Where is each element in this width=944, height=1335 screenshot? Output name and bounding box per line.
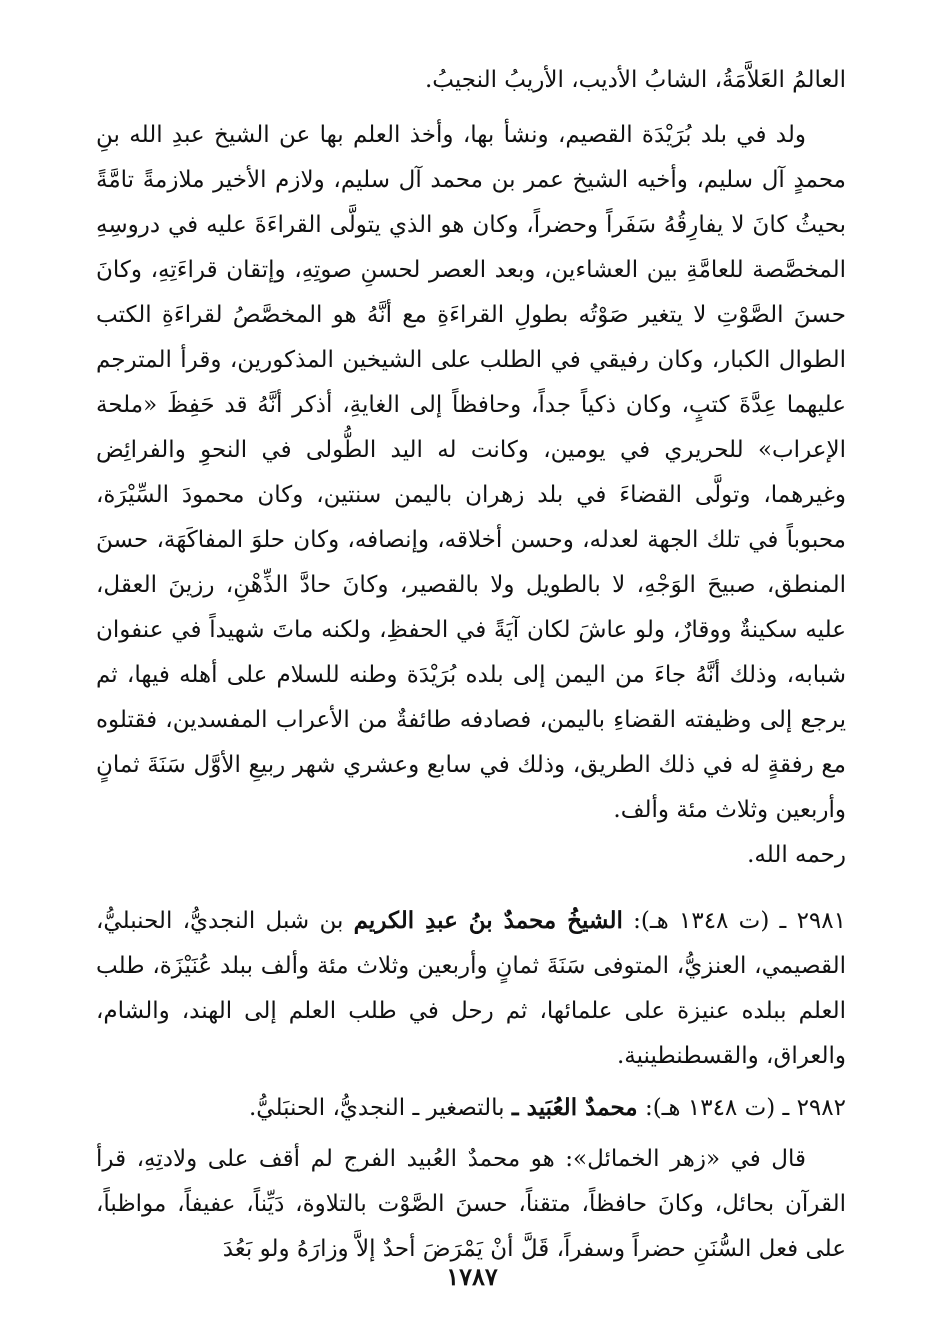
entry-2981 [96, 898, 846, 1079]
intro-line: العالمُ العَلاَّمَةُ، الشابُ الأديب، الأريبُ النجيبُ. [424, 67, 846, 93]
entry-2981-name: الشيخُ محمدٌ بنُ عبدِ الكريم [353, 907, 623, 934]
entry-2982-body: قال في «زهر الخمائل»: هو محمدٌ العُبيد الفرج لم أقف على ولادتِهِ، قرأ القرآن بحائل، وكانَ حافظاً، متقناً، حسنَ الصَّوْت بالتلاوة، دَيِّناً، عفيفاً، مواظباً، على فعل السُّنَنِ حضراً وسفراً، قَلَّ أنْ يَمْرَضَ أحدٌ إلاَّ وزارَهُ ولو بَعُدَ [96, 1146, 846, 1262]
page-body [96, 58, 846, 1272]
biography-closing: رحمه الله. [747, 842, 846, 868]
entry-2982 [96, 1085, 846, 1131]
entry-2982-text: بالتصغير ـ النجديُّ، الحنبَليُّ. [248, 1095, 512, 1121]
entry-2981-text: بن شبل النجديُّ، الحنبليُّ، القصيمي، العنزيُّ، المتوفى سَنَةَ ثمانٍ وأربعين وثلاث مئة وألف ببلد عُنَيْزَة، طلب العلم ببلده عنيزة على علمائها، ثم رحل في طلب العلم إلى الهند، والشام، والعراق، والقسطنطينية. [96, 908, 846, 1069]
page-number: ١٧٨٧ [446, 1262, 498, 1291]
biography-paragraph: ولد في بلد بُرَيْدَة القصيم، ونشأ بها، وأخذ العلم بها عن الشيخ عبدِ الله بنِ محمدٍ آل سليم، وأخيه الشيخ عمر بن محمد آل سليم، ولازم الأخير ملازمةً تامَّةً بحيثُ كانَ لا يفارِقُهُ سَفَراً وحضراً، وكان هو الذي يتولَّى القراءَةَ عليه في دروسِهِ المخصَّصة للعامَّةِ بين العشاءين، وبعد العصر لحسنِ صوتِهِ، وإتقان قراءَتِهِ، وكانَ حسنَ الصَّوْتِ لا يتغير صَوْتُه بطولِ القراءَةِ مع أنَّهُ هو المخصَّصُ لقراءَةِ الكتب الطوال الكبار، وكان رفيقي في الطلب على الشيخين المذكورين، وقرأ المترجم عليهما عِدَّةَ كتبٍ، وكان ذكياً جداً، وحافظاً إلى الغايةِ، أذكر أنَّهُ قد حَفِظَ «ملحة الإعراب» للحريري في يومين، وكانت له اليد الطُّولى في النحوِ والفرائِض وغيرهما، وتولَّى القضاءَ في بلد زهران باليمن سنتين، وكان محمودَ السِّيْرَة، محبوباً في تلك الجهة لعدله، وحسن أخلاقه، وإنصافه، وكان حلوَ المفاكَهَة، حسنَ المنطق، صبيحَ الوَجْهِ، لا بالطويل ولا بالقصير، وكانَ حادَّ الذِّهْنِ، رزينَ العقل، عليه سكينةٌ ووقارٌ، ولو عاشَ لكان آيَةً في الحفظِ، ولكنه ماتَ شهيداً في عنفوان شبابه، وذلك أنَّهُ جاءَ من اليمن إلى بلده بُرَيْدَة وطنه للسلام على أهله فيها، ثم يرجع إلى وظيفته القضاءِ باليمن، فصادفه طائفةٌ من الأعراب المفسدين، فقتلوه مع رفقةٍ له في ذلك الطريق، وذلك في سابع وعشري شهر ربيعِ الأوَّل سَنَةَ ثمانٍ وأربعين وثلاث مئة وألف. [96, 122, 846, 823]
section-spacer [96, 878, 846, 898]
entry-2981-number: ٢٩٨١ ـ (ت ١٣٤٨ هـ): [622, 908, 846, 934]
entry-2982-number: ٢٩٨٢ ـ (ت ١٣٤٨ هـ): [637, 1095, 846, 1121]
entry-2982-name: محمدٌ العُبَيد ـ [511, 1094, 638, 1121]
